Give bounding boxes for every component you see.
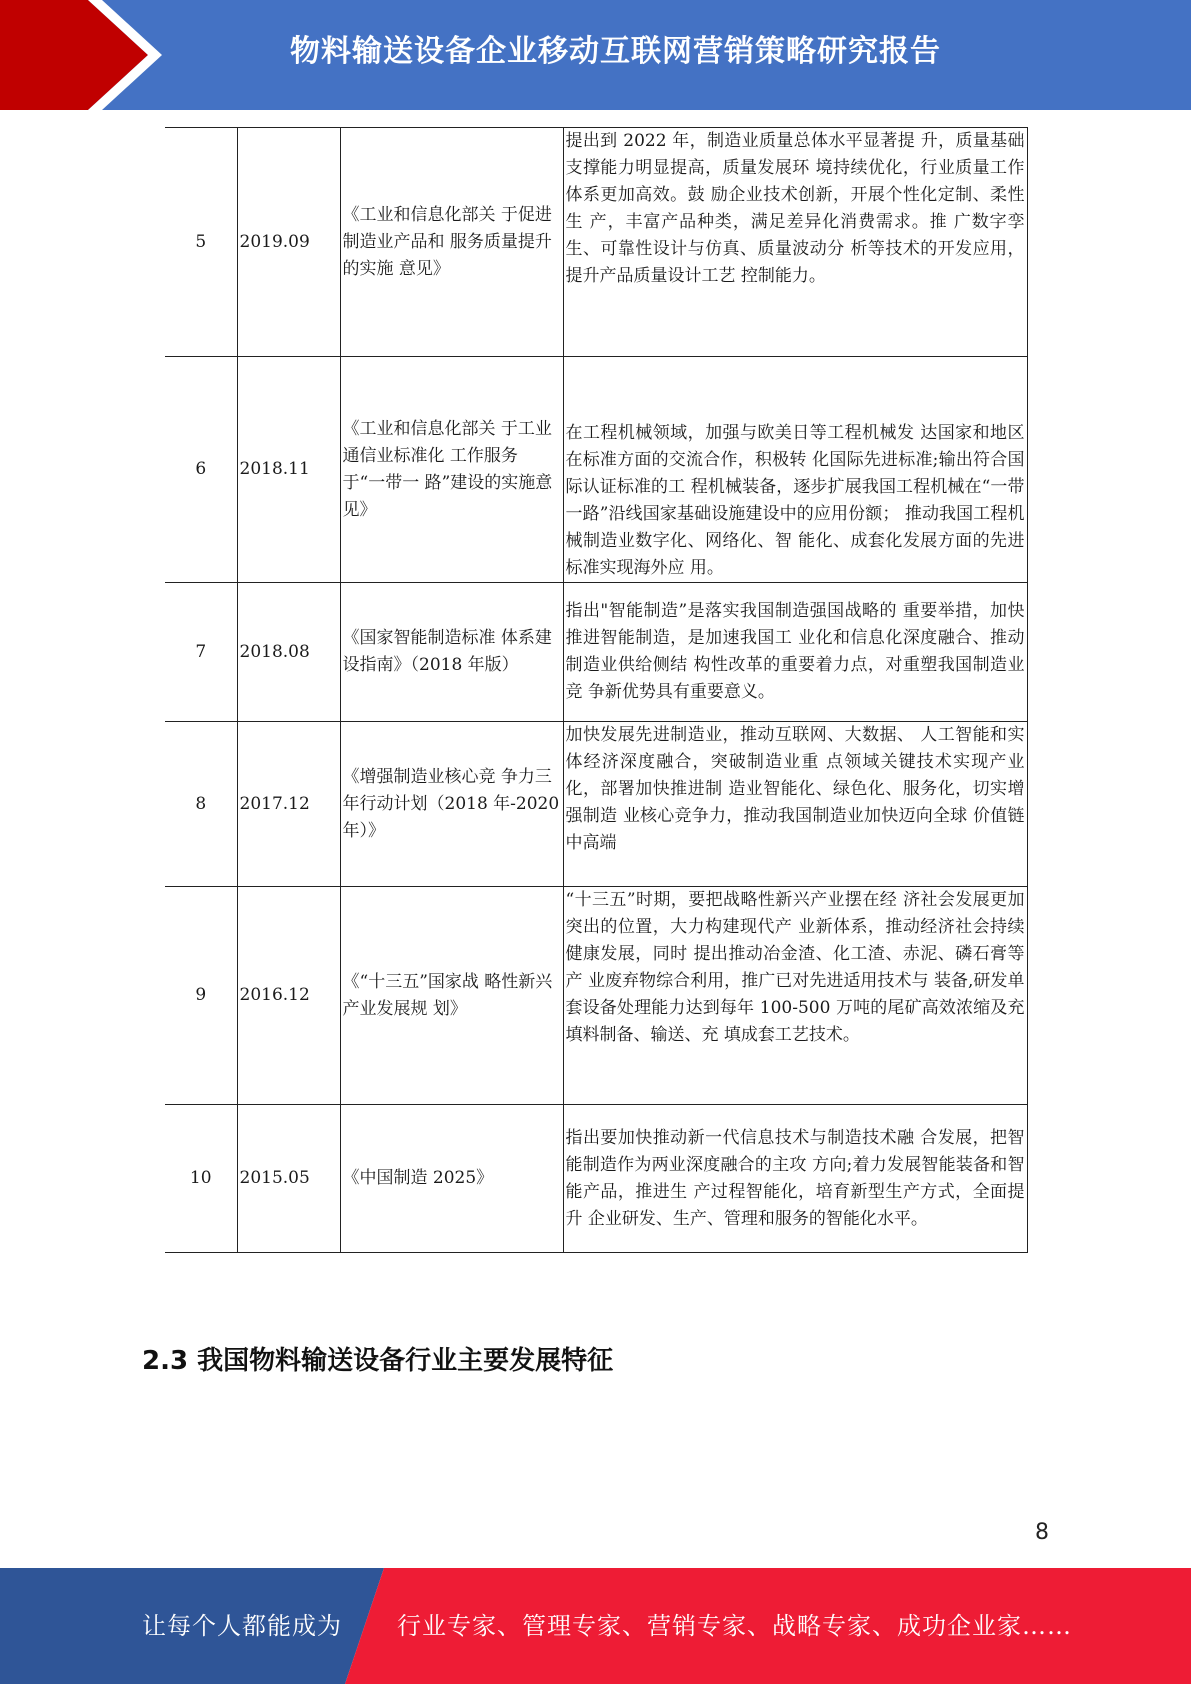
- table-row: [165, 583, 1027, 722]
- row-policy-title: 《工业和信息化部关 于工业通信业标准化 工作服务于“一带一 路”建设的实施意 见》: [340, 357, 563, 583]
- row-date: 2018.11: [237, 357, 340, 583]
- row-number: 6: [165, 357, 237, 583]
- row-date: 2018.08: [237, 583, 340, 722]
- row-number: 9: [165, 887, 237, 1105]
- page-footer: [0, 1568, 1191, 1684]
- row-date: 2016.12: [237, 887, 340, 1105]
- policy-table: [165, 127, 1028, 1253]
- row-policy-content: 提出到 2022 年，制造业质量总体水平显著提 升，质量基础支撑能力明显提高，质量发展环 境持续优化，行业质量工作体系更加高效。鼓 励企业技术创新，开展个性化定制、柔性生 产，丰富产品种类，满足差异化消费需求。推 广数字孪生、可靠性设计与仿真、质量波动分 析等技术的开发应用，提升产品质量设计工艺 控制能力。: [563, 128, 1027, 357]
- section-heading: 2.3 我国物料输送设备行业主要发展特征: [142, 1346, 614, 1376]
- row-policy-title: 《国家智能制造标准 体系建设指南》（2018 年版）: [340, 583, 563, 722]
- table-row: [165, 128, 1027, 357]
- row-policy-content: 指出要加快推动新一代信息技术与制造技术融 合发展，把智能制造作为两业深度融合的主攻 方向;着力发展智能装备和智能产品，推进生 产过程智能化，培育新型生产方式，全面提升 企业研发、生产、管理和服务的智能化水平。: [563, 1105, 1027, 1253]
- row-policy-content: 指出"智能制造”是落实我国制造强国战略的 重要举措，加快推进智能制造，是加速我国工 业化和信息化深度融合、推动制造业供给侧结 构性改革的重要着力点，对重塑我国制造业竞 争新优势具有重要意义。: [563, 583, 1027, 722]
- row-number: 7: [165, 583, 237, 722]
- report-title: 物料输送设备企业移动互联网营销策略研究报告: [290, 34, 941, 69]
- row-policy-title: 《中国制造 2025》: [340, 1105, 563, 1253]
- row-number: 8: [165, 722, 237, 887]
- row-date: 2015.05: [237, 1105, 340, 1253]
- table-row: [165, 722, 1027, 887]
- footer-slogan-right: 行业专家、管理专家、营销专家、战略专家、成功企业家……: [397, 1612, 1072, 1640]
- row-policy-title: 《增强制造业核心竞 争力三年行动计划（2018 年-2020 年）》: [340, 722, 563, 887]
- footer-slogan-left: 让每个人都能成为: [142, 1612, 342, 1640]
- row-policy-title: 《工业和信息化部关 于促进制造业产品和 服务质量提升的实施 意见》: [340, 128, 563, 357]
- row-date: 2017.12: [237, 722, 340, 887]
- table-row: [165, 357, 1027, 583]
- row-number: 10: [165, 1105, 237, 1253]
- table-row: [165, 887, 1027, 1105]
- row-policy-content: 加快发展先进制造业，推动互联网、大数据、 人工智能和实体经济深度融合，突破制造业重 点领域关键技术实现产业化，部署加快推进制 造业智能化、绿色化、服务化，切实增强制造 业核心竞争力，推动我国制造业加快迈向全球 价值链中高端: [563, 722, 1027, 887]
- row-policy-title: 《“十三五”国家战 略性新兴产业发展规 划》: [340, 887, 563, 1105]
- table-row: [165, 1105, 1027, 1253]
- row-number: 5: [165, 128, 237, 357]
- page-number: 8: [1035, 1520, 1049, 1545]
- row-date: 2019.09: [237, 128, 340, 357]
- row-policy-content: “十三五”时期，要把战略性新兴产业摆在经 济社会发展更加突出的位置，大力构建现代产 业新体系，推动经济社会持续健康发展，同时 提出推动冶金渣、化工渣、赤泥、磷石膏等产 业废弃物综合利用，推广已对先进适用技术与 装备,研发单套设备处理能力达到每年 100-500 万吨的尾矿高效浓缩及充填料制备、输送、充 填成套工艺技术。: [563, 887, 1027, 1105]
- page-header: [0, 0, 1191, 110]
- row-policy-content: 在工程机械领域，加强与欧美日等工程机械发 达国家和地区在标准方面的交流合作，积极转 化国际先进标准;输出符合国际认证标准的工 程机械装备，逐步扩展我国工程机械在“一带 一路”沿线国家基础设施建设中的应用份额； 推动我国工程机械制造业数字化、网络化、智 能化、成套化发展方面的先进标准实现海外应 用。: [563, 357, 1027, 583]
